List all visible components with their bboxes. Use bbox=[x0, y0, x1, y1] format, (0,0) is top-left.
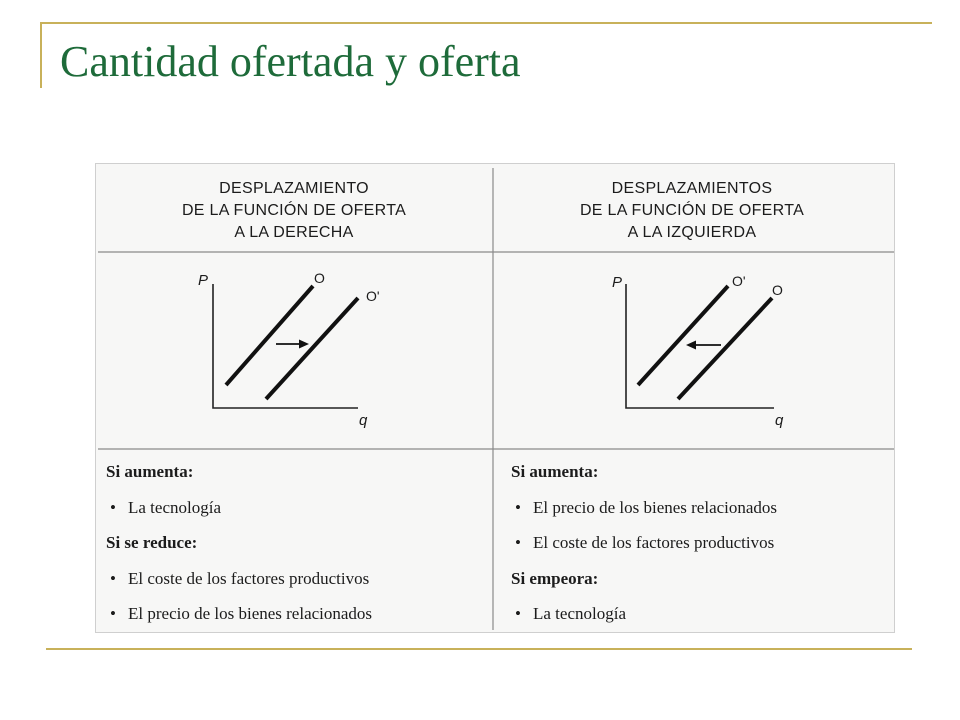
right-graph-drawing bbox=[612, 260, 792, 440]
right-condition-worsen: Si empeora: bbox=[511, 568, 599, 588]
right-curve-shifted bbox=[638, 286, 728, 385]
list-item: • La tecnología bbox=[511, 596, 777, 632]
right-conditions-list bbox=[511, 454, 777, 632]
supply-shift-table bbox=[95, 163, 895, 633]
left-header-line-3: A LA DERECHA bbox=[234, 224, 354, 241]
left-curve-o-label: O bbox=[314, 270, 325, 286]
left-condition-increase: Si aumenta: bbox=[106, 462, 194, 481]
right-column-header bbox=[496, 178, 888, 244]
left-curve-o-prime-label: O' bbox=[366, 288, 380, 304]
list-item: • La tecnología bbox=[106, 490, 372, 526]
right-header-line-2: DE LA FUNCIÓN DE OFERTA bbox=[579, 202, 805, 219]
list-item: • El coste de los factores productivos bbox=[106, 561, 372, 597]
right-supply-graph bbox=[612, 260, 792, 440]
left-header-line-2: DE LA FUNCIÓN DE OFERTA bbox=[181, 202, 407, 219]
left-supply-graph bbox=[196, 260, 380, 440]
list-item: • El precio de los bienes relacionados bbox=[106, 596, 372, 632]
list-item: • El coste de los factores productivos bbox=[511, 525, 777, 561]
slide-title: Cantidad ofertada y oferta bbox=[60, 37, 521, 86]
left-curve-original bbox=[226, 286, 313, 385]
top-rule bbox=[40, 22, 932, 24]
bullet-icon: • bbox=[515, 604, 521, 623]
right-curve-o-prime-label: O' bbox=[732, 273, 746, 289]
right-curve-original bbox=[678, 298, 772, 399]
bullet-icon: • bbox=[515, 533, 521, 552]
left-curve-shifted bbox=[266, 298, 358, 399]
right-axes bbox=[626, 284, 774, 408]
right-quantity-axis-label: q bbox=[775, 412, 784, 429]
right-header-line-3: A LA IZQUIERDA bbox=[627, 224, 757, 241]
bottom-rule bbox=[46, 648, 912, 650]
right-price-axis-label: P bbox=[612, 274, 623, 291]
right-condition-increase: Si aumenta: bbox=[511, 462, 599, 481]
right-header-line-1: DESPLAZAMIENTOS bbox=[611, 180, 773, 197]
right-curve-o-label: O bbox=[772, 282, 783, 298]
bullet-icon: • bbox=[110, 568, 116, 588]
right-shift-arrow-head bbox=[686, 341, 696, 350]
left-quantity-axis-label: q bbox=[359, 412, 368, 429]
bullet-icon: • bbox=[110, 497, 116, 517]
left-column-header bbox=[98, 178, 490, 244]
left-axes bbox=[213, 284, 358, 408]
left-price-axis-label: P bbox=[198, 272, 209, 289]
left-shift-arrow-head bbox=[299, 340, 309, 349]
left-graph-drawing bbox=[196, 260, 376, 440]
corner-accent-vertical bbox=[40, 22, 42, 88]
left-condition-decrease: Si se reduce: bbox=[106, 533, 198, 552]
list-item: • El precio de los bienes relacionados bbox=[511, 490, 777, 526]
left-conditions-list bbox=[106, 454, 372, 632]
left-header-line-1: DESPLAZAMIENTO bbox=[219, 180, 369, 197]
bullet-icon: • bbox=[110, 604, 116, 623]
bullet-icon: • bbox=[515, 497, 521, 517]
